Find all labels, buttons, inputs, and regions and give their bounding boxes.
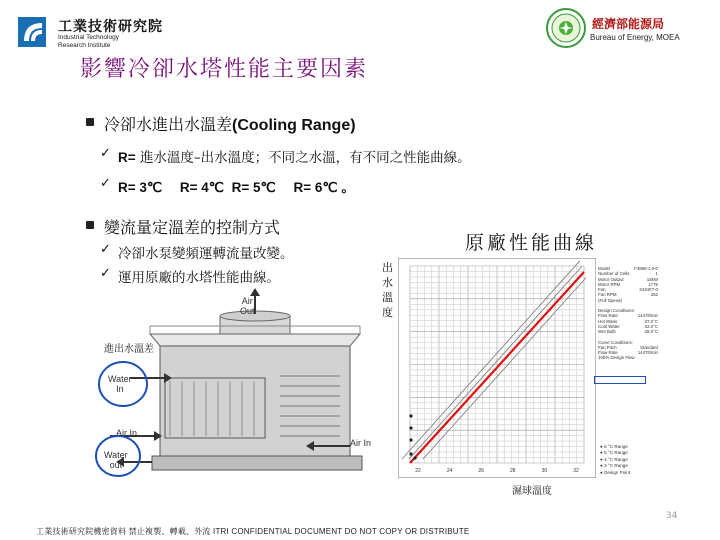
spec-key: Hot Water [598, 318, 618, 324]
chart-x-label: 濕球溫度 [512, 486, 552, 497]
water-out-label: Water out [104, 450, 128, 470]
spec-value: 1447lt/min [637, 350, 658, 356]
x-tick-label: 32 [573, 468, 579, 474]
range-value-4: R= 4℃ [179, 180, 224, 195]
check-icon: ✓ [100, 146, 111, 161]
legend-dot-icon: ● [600, 469, 605, 475]
section2-item-1: 冷卻水泵變頻運轉流量改變。 [118, 246, 294, 262]
x-tick-label: 26 [478, 468, 484, 474]
bullet-square [86, 221, 94, 229]
range-value-6: R= 6℃ [293, 180, 338, 195]
legend-dot-icon: ● [600, 463, 605, 469]
design-point-marker [409, 452, 412, 455]
chart-heading: 原廠性能曲線 [465, 232, 598, 254]
legend-text: 5 °C Range [604, 450, 628, 456]
section2-item-2: 運用原廠的水塔性能曲線。 [118, 270, 280, 286]
spec-value: 1 [655, 271, 658, 277]
moea-subtitle: Bureau of Energy, MOEA [590, 33, 680, 42]
spec-row [598, 355, 658, 360]
spec-key: Fan [598, 287, 606, 293]
legend-text: Design Point [604, 469, 631, 475]
spec-key: Wet Bulb [598, 329, 616, 335]
moea-logo [546, 8, 586, 48]
spec-key: Motor Output [598, 276, 624, 282]
legend-text: 6 °C Range [604, 444, 628, 449]
design-point-marker [409, 438, 412, 441]
cooling-tower-diagram [90, 286, 380, 486]
air-in-right-label: Air In [350, 438, 372, 448]
section1-heading-en: (Cooling Range) [232, 117, 356, 134]
moea-name: 經濟部能源局 [592, 17, 665, 31]
legend-text: 3 °C Range [604, 463, 628, 469]
spec-value: 37.0°C [644, 318, 658, 324]
itri-sub-line-1: Industrial Technology [58, 34, 119, 41]
spec-value: 1775 [648, 281, 658, 287]
spec-value: Standard [640, 344, 658, 350]
page-number: 34 [666, 511, 678, 521]
itri-sub-line-2: Research Institute [58, 41, 111, 49]
x-tick-label: 22 [415, 468, 421, 474]
legend-dot-icon: ● [600, 450, 605, 456]
spec-value: 15kW [646, 276, 658, 282]
spec-value: F4856-1.0-0 [634, 266, 658, 271]
range-formula-label: R= [118, 150, 136, 165]
confidential-footer: 工業技術研究院機密資料 禁止複製、轉載、外流 ITRI CONFIDENTIAL DOCUMENT DO NOT COPY OR DISTRIBUTE [36, 527, 470, 536]
check-icon: ✓ [100, 266, 111, 281]
legend-dot-icon: ● [600, 444, 605, 449]
range-legend-item [600, 470, 630, 476]
section1-item-1 [118, 146, 471, 166]
legend-dot-icon: ● [600, 456, 605, 462]
check-icon: ✓ [100, 176, 111, 191]
itri-subtitle [58, 34, 119, 49]
range-formula-text: 進水溫度–出水溫度；不同之水溫，有不同之性能曲線。 [139, 150, 471, 166]
section1-item-2 [118, 176, 355, 196]
inlet-range-label: 進出水溫差 [104, 344, 154, 355]
air-in-left-label: Air In [116, 428, 138, 438]
itri-name: 工業技術研究院 [58, 19, 163, 35]
spec-key: Flow Rate [598, 350, 618, 356]
design-flow-highlight [594, 376, 646, 384]
air-out-label: Air Out [240, 296, 255, 316]
design-point-marker [413, 456, 416, 459]
x-tick-label: 30 [541, 468, 548, 474]
spec-key: Design Conditions: [598, 308, 635, 314]
design-point-marker [409, 414, 412, 417]
bullet-square [86, 118, 94, 126]
chart-spec-panel [598, 266, 658, 361]
design-rows [598, 308, 658, 334]
spec-key: Fan Pitch [598, 344, 617, 350]
slide-title: 影響冷卻水塔性能主要因素 [80, 57, 369, 82]
spec-key: 100% Design Flow [598, 355, 635, 361]
design-point-marker [409, 426, 412, 429]
curve-rows [598, 340, 658, 361]
spec-key: (Full Speed) [598, 297, 622, 303]
spec-key: Motor RPM [598, 281, 621, 287]
range-legend [600, 444, 630, 476]
x-tick-label: 28 [510, 468, 516, 474]
range-value-3: R= 3℃ [118, 180, 163, 195]
spec-rows [598, 266, 658, 303]
x-tick-label: 24 [446, 468, 453, 474]
range-value-5: R= 5℃ [231, 180, 276, 195]
performance-curve-chart [398, 258, 596, 478]
itri-logo [18, 17, 46, 47]
section1-heading [104, 112, 356, 135]
chart-y-label: 出水溫度 [382, 261, 393, 319]
section2-heading: 變流量定溫差的控制方式 [104, 218, 281, 237]
spec-key: Fan RPM [598, 292, 617, 298]
spec-value: 1447lt/min [637, 313, 658, 319]
spec-key: Curve Conditions: [598, 339, 633, 345]
legend-text: 4 °C Range [604, 456, 628, 462]
spec-key: Cold Water [598, 323, 620, 329]
spec-value: 252 [650, 292, 658, 298]
spec-value: 2434F7-0 [639, 287, 658, 293]
spec-key: Number of Cells [598, 271, 630, 277]
spec-key: Model [598, 266, 610, 271]
water-in-label: Water In [108, 374, 132, 394]
check-icon: ✓ [100, 242, 111, 257]
section1-heading-zh: 冷卻水進出水溫差 [104, 115, 233, 134]
spec-key: Flow Rate [598, 313, 618, 319]
spec-value: 28.0°C [644, 329, 658, 335]
range-period: 。 [341, 180, 355, 195]
spec-value: 32.0°C [644, 323, 658, 329]
